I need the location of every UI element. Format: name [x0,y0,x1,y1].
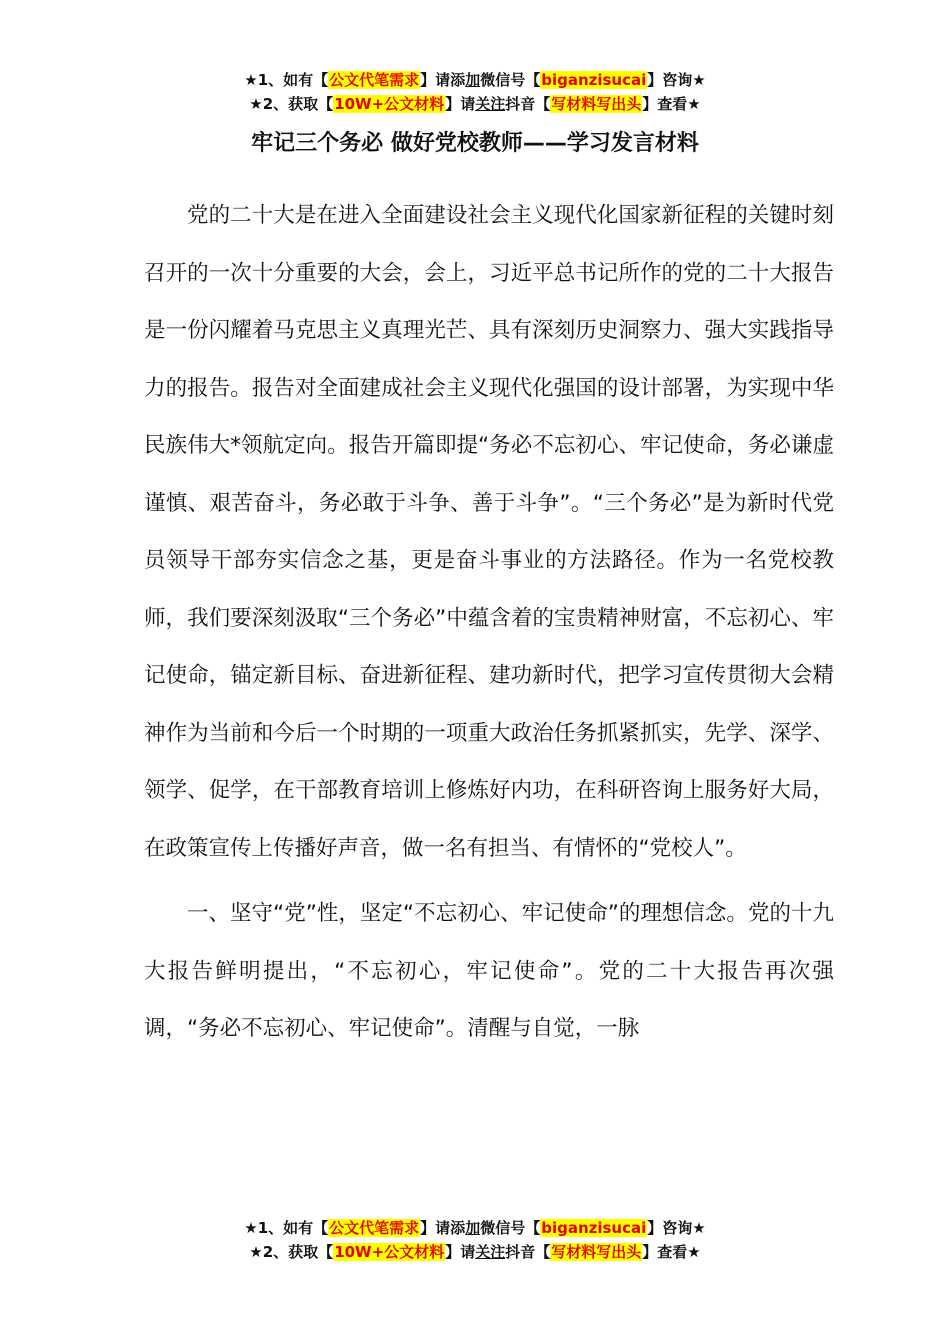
banner-text: ★1、如有【 [244,1219,329,1237]
banner-text: 】咨询★ [647,1219,706,1237]
banner-text: ★1、如有【 [244,71,329,89]
banner-text: ★2、获取【 [249,1243,334,1261]
banner-highlight: 公文代笔需求 [329,1219,420,1237]
footer-banner [0,1216,950,1264]
banner-underlined-text: 加 [465,1219,481,1237]
banner-underlined-text: 加 [465,71,481,89]
body-paragraph: 一、坚守“党”性，坚定“不忘初心、牢记使命”的理想信念。党的十九大报告鲜明提出，“不忘初心，牢记使命”。党的二十大报告再次强调，“务必不忘初心、牢记使命”。清醒与自觉，一脉 [144,901,834,1041]
banner-text: 微信号【 [480,1219,541,1237]
banner-text: 】请添 [420,1219,466,1237]
banner-line-2 [0,92,950,116]
banner-underlined-text: 关注 [475,1243,506,1261]
banner-underlined-text: 关注 [475,95,506,113]
banner-text: 抖音【 [505,1243,551,1261]
banner-douyin-account: 写材料写出头 [551,1243,642,1261]
document-body [144,187,834,1058]
banner-text: 】请 [445,95,476,113]
banner-text: 】查看★ [642,1243,701,1261]
banner-text: ★2、获取【 [249,95,334,113]
banner-highlight: 10W+公文材料 [334,1243,445,1261]
header-banner [0,68,950,116]
banner-highlight: 10W+公文材料 [334,95,445,113]
banner-line-1 [0,68,950,92]
banner-text: 抖音【 [505,95,551,113]
body-paragraph: 党的二十大是在进入全面建设社会主义现代化国家新征程的关键时刻召开的一次十分重要的大会，会上，习近平总书记所作的党的二十大报告是一份闪耀着马克思主义真理光芒、具有深刻历史洞察力、强大实践指导力的报告。报告对全面建成社会主义现代化强国的设计部署，为实现中华民族伟大*领航定向。报告开篇即提“务必不忘初心、牢记使命，务必谦虚谨慎、艰苦奋斗，务必敢于斗争、善于斗争”。“三个务必”是为新时代党员领导干部夯实信念之基，更是奋斗事业的方法路径。作为一名党校教师，我们要深刻汲取“三个务必”中蕴含着的宝贵精神财富，不忘初心、牢记使命，锚定新目标、奋进新征程、建功新时代，把学习宣传贯彻大会精神作为当前和今后一个时期的一项重大政治任务抓紧抓实，先学、深学、领学、促学，在干部教育培训上修炼好内功，在科研咨询上服务好大局，在政策宣传上传播好声音，做一名有担当、有情怀的“党校人”。 [144,203,834,861]
document-title: 牢记三个务必 做好党校教师——学习发言材料 [251,131,699,156]
banner-wechat-id: biganzisucai [541,1219,647,1237]
banner-highlight: 公文代笔需求 [329,71,420,89]
banner-text: 】查看★ [642,95,701,113]
banner-line-2 [0,1240,950,1264]
banner-douyin-account: 写材料写出头 [551,95,642,113]
banner-text: 】请添 [420,71,466,89]
banner-line-1 [0,1216,950,1240]
banner-wechat-id: biganzisucai [541,71,647,89]
banner-text: 微信号【 [480,71,541,89]
banner-text: 】咨询★ [647,71,706,89]
banner-text: 】请 [445,1243,476,1261]
